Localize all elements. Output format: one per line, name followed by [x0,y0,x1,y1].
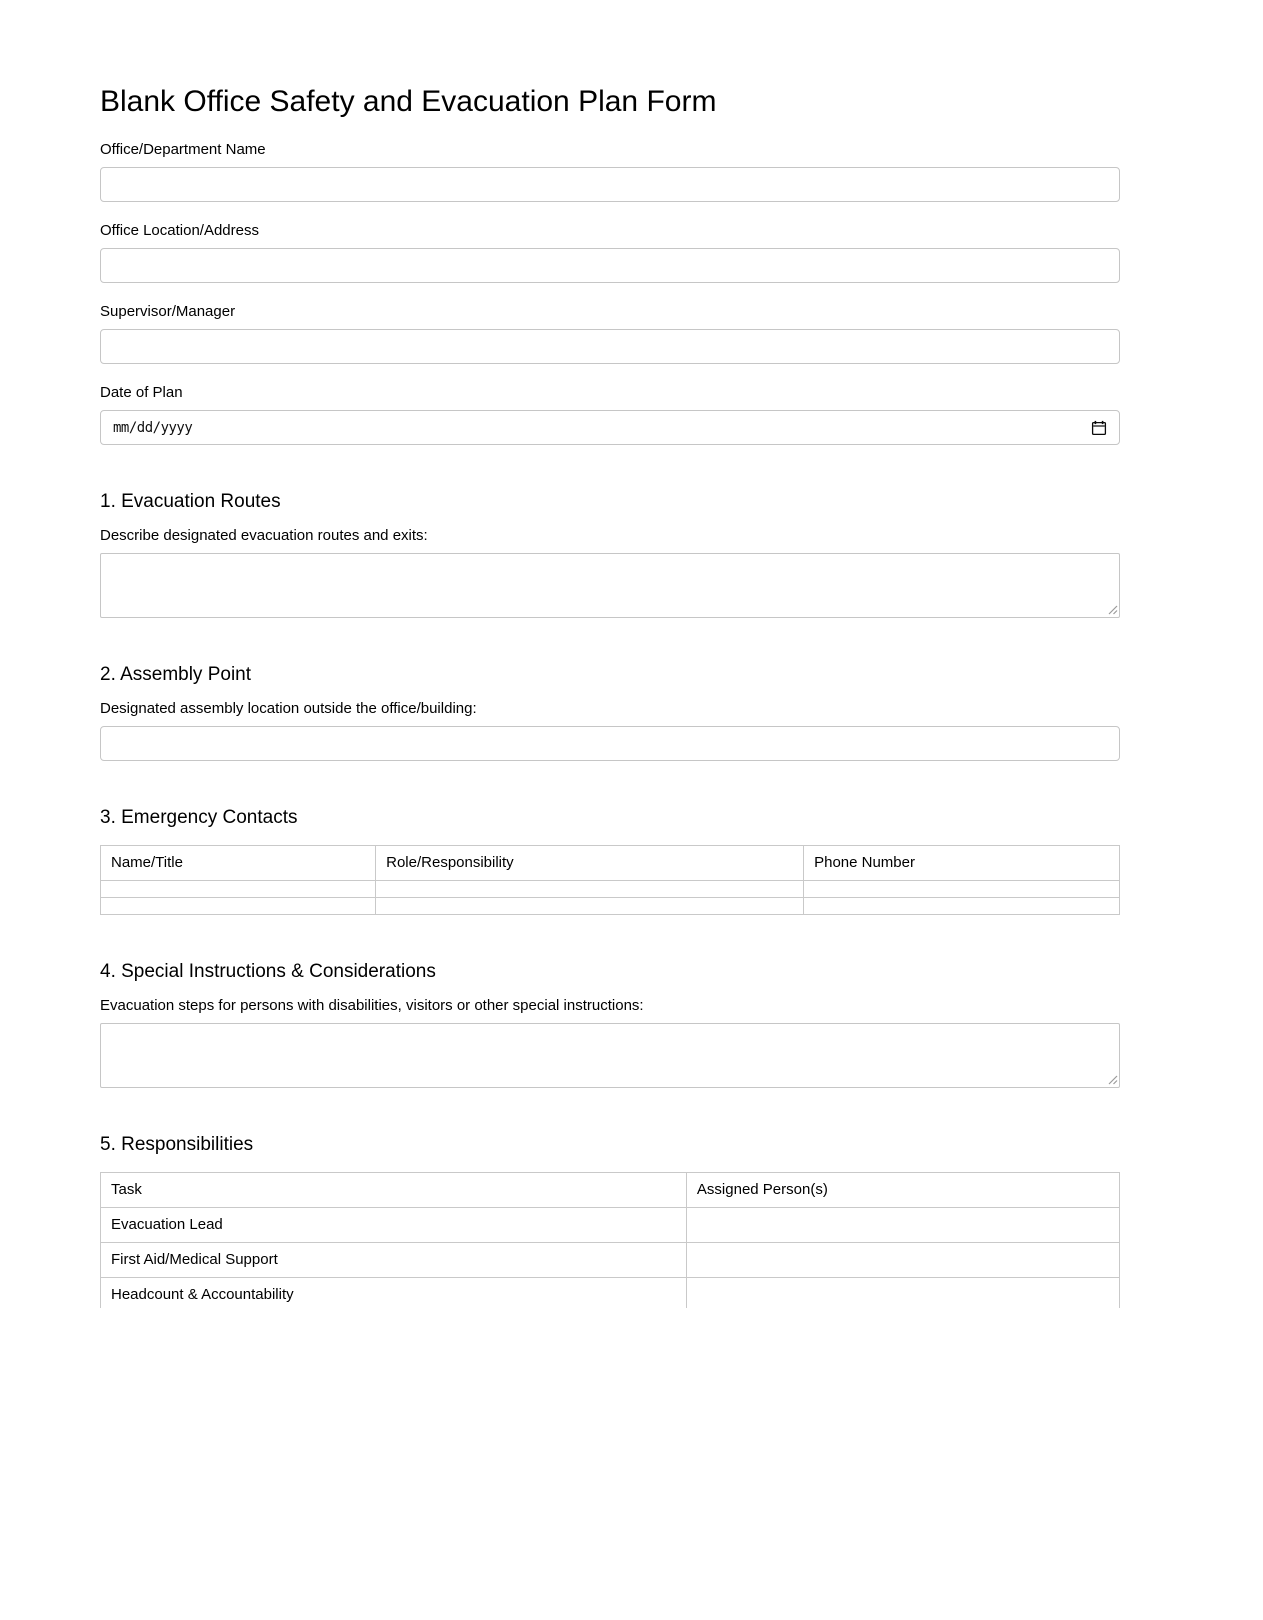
col-header-phone-number: Phone Number [804,846,1120,881]
field-office-location-address [100,222,1120,283]
field-office-department-name [100,141,1120,202]
contact-phone-cell [804,881,1120,898]
date-of-plan-input[interactable] [100,410,1120,445]
col-header-role-responsibility: Role/Responsibility [376,846,804,881]
task-cell: Headcount & Accountability [101,1278,687,1309]
emergency-contacts-header-row [101,846,1120,881]
evacuation-routes-heading: 1. Evacuation Routes [100,491,281,512]
supervisor-manager-label: Supervisor/Manager [100,303,236,320]
date-of-plan-label: Date of Plan [100,384,183,401]
field-date-of-plan [100,384,1120,445]
contact-name-cell [101,881,376,898]
assigned-person-cell [686,1243,1119,1278]
office-location-address-label: Office Location/Address [100,222,259,239]
office-location-address-input[interactable] [100,248,1120,283]
col-header-task: Task [101,1173,687,1208]
section-responsibilities [100,1134,1120,1308]
emergency-contacts-row [101,881,1120,898]
emergency-contacts-table [100,845,1120,915]
evacuation-routes-textarea-wrap [100,553,1120,618]
assembly-point-description: Designated assembly location outside the office/building: [100,700,477,717]
responsibilities-row [101,1278,1120,1309]
field-supervisor-manager [100,303,1120,364]
page-title: Blank Office Safety and Evacuation Plan Form [100,85,717,118]
assigned-person-cell [686,1208,1119,1243]
office-department-name-label: Office/Department Name [100,141,266,158]
col-header-name-title: Name/Title [101,846,376,881]
office-department-name-input[interactable] [100,167,1120,202]
special-instructions-heading: 4. Special Instructions & Considerations [100,961,436,982]
section-assembly-point [100,664,1120,761]
section-special-instructions [100,961,1120,1088]
section-evacuation-routes [100,491,1120,618]
responsibilities-row [101,1243,1120,1278]
responsibilities-table [100,1172,1120,1308]
task-cell: First Aid/Medical Support [101,1243,687,1278]
evacuation-routes-description: Describe designated evacuation routes and exits: [100,527,428,544]
special-instructions-description: Evacuation steps for persons with disabilities, visitors or other special instructions: [100,997,644,1014]
contact-name-cell [101,898,376,915]
responsibilities-row [101,1208,1120,1243]
assigned-person-cell [686,1278,1119,1309]
emergency-contacts-heading: 3. Emergency Contacts [100,807,298,828]
special-instructions-textarea-wrap [100,1023,1120,1088]
col-header-assigned-persons: Assigned Person(s) [686,1173,1119,1208]
section-emergency-contacts [100,807,1120,915]
task-cell: Evacuation Lead [101,1208,687,1243]
special-instructions-textarea[interactable] [100,1023,1120,1088]
responsibilities-heading: 5. Responsibilities [100,1134,254,1155]
assembly-point-input[interactable] [100,726,1120,761]
date-placeholder: mm/dd/yyyy [113,419,193,436]
calendar-icon[interactable] [1091,420,1107,436]
contact-role-cell [376,898,804,915]
assembly-point-heading: 2. Assembly Point [100,664,252,685]
responsibilities-header-row [101,1173,1120,1208]
contact-phone-cell [804,898,1120,915]
contact-role-cell [376,881,804,898]
evacuation-routes-textarea[interactable] [100,553,1120,618]
form-page [100,0,1120,1308]
supervisor-manager-input[interactable] [100,329,1120,364]
emergency-contacts-row [101,898,1120,915]
